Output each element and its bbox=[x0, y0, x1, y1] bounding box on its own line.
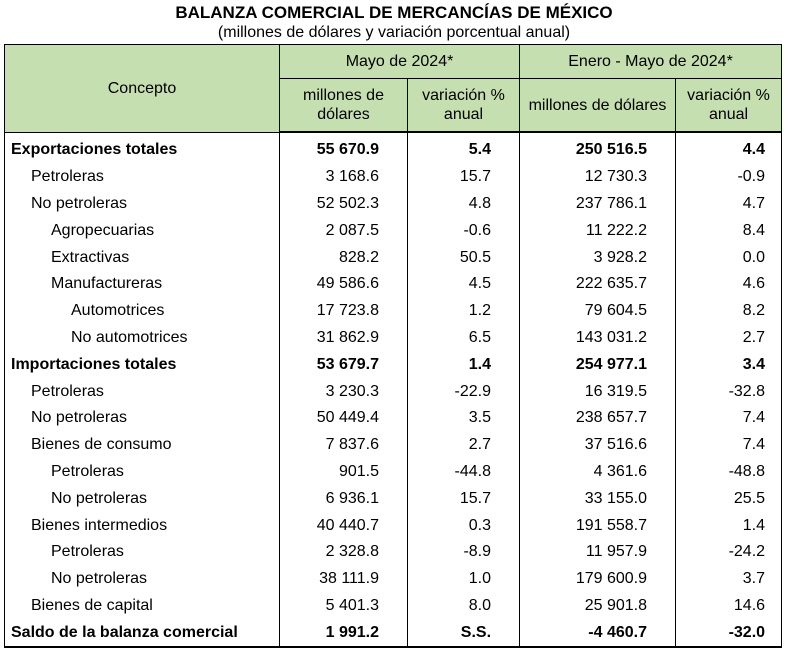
may-variacion: -22.9 bbox=[408, 378, 520, 405]
table-row bbox=[5, 217, 782, 244]
may-millones: 17 723.8 bbox=[280, 298, 408, 325]
header-concepto: Concepto bbox=[5, 45, 280, 133]
row-label: Extractivas bbox=[5, 244, 280, 271]
ytd-millones: 37 516.6 bbox=[520, 432, 676, 459]
may-millones: 2 328.8 bbox=[280, 539, 408, 566]
ytd-millones: 237 786.1 bbox=[520, 191, 676, 218]
may-variacion: 8.0 bbox=[408, 593, 520, 620]
ytd-variacion: 8.4 bbox=[676, 217, 782, 244]
ytd-millones: 4 361.6 bbox=[520, 459, 676, 486]
ytd-millones: 179 600.9 bbox=[520, 566, 676, 593]
may-variacion: 1.4 bbox=[408, 351, 520, 378]
row-label: Manufactureras bbox=[5, 271, 280, 298]
ytd-variacion: 4.6 bbox=[676, 271, 782, 298]
may-millones: 7 837.6 bbox=[280, 432, 408, 459]
may-millones: 2 087.5 bbox=[280, 217, 408, 244]
ytd-millones: 250 516.5 bbox=[520, 132, 676, 164]
header-period-may: Mayo de 2024* bbox=[280, 45, 520, 79]
may-variacion: 1.2 bbox=[408, 298, 520, 325]
ytd-millones: 3 928.2 bbox=[520, 244, 676, 271]
may-millones: 53 679.7 bbox=[280, 351, 408, 378]
row-label: Petroleras bbox=[5, 539, 280, 566]
header-ytd-millones: millones de dólares bbox=[520, 79, 676, 133]
table-row bbox=[5, 485, 782, 512]
may-variacion: 15.7 bbox=[408, 164, 520, 191]
ytd-millones: 222 635.7 bbox=[520, 271, 676, 298]
row-label: No petroleras bbox=[5, 566, 280, 593]
may-variacion: 0.3 bbox=[408, 512, 520, 539]
ytd-variacion: 0.0 bbox=[676, 244, 782, 271]
may-millones: 31 862.9 bbox=[280, 325, 408, 352]
ytd-millones: 11 222.2 bbox=[520, 217, 676, 244]
may-millones: 52 502.3 bbox=[280, 191, 408, 218]
ytd-variacion: -24.2 bbox=[676, 539, 782, 566]
table-row bbox=[5, 351, 782, 378]
may-variacion: -0.6 bbox=[408, 217, 520, 244]
table-row bbox=[5, 244, 782, 271]
ytd-variacion: 1.4 bbox=[676, 512, 782, 539]
may-variacion: S.S. bbox=[408, 619, 520, 647]
may-variacion: 4.8 bbox=[408, 191, 520, 218]
table-row bbox=[5, 271, 782, 298]
may-millones: 5 401.3 bbox=[280, 593, 408, 620]
may-variacion: 4.5 bbox=[408, 271, 520, 298]
ytd-variacion: -32.8 bbox=[676, 378, 782, 405]
may-variacion: 1.0 bbox=[408, 566, 520, 593]
ytd-variacion: -48.8 bbox=[676, 459, 782, 486]
ytd-variacion: 3.7 bbox=[676, 566, 782, 593]
row-label: Bienes intermedios bbox=[5, 512, 280, 539]
may-variacion: 6.5 bbox=[408, 325, 520, 352]
table-row bbox=[5, 298, 782, 325]
table-row bbox=[5, 378, 782, 405]
ytd-variacion: 4.7 bbox=[676, 191, 782, 218]
may-millones: 49 586.6 bbox=[280, 271, 408, 298]
table-row bbox=[5, 512, 782, 539]
ytd-variacion: 3.4 bbox=[676, 351, 782, 378]
may-variacion: -44.8 bbox=[408, 459, 520, 486]
ytd-millones: 254 977.1 bbox=[520, 351, 676, 378]
table-row bbox=[5, 191, 782, 218]
table-row bbox=[5, 164, 782, 191]
may-millones: 901.5 bbox=[280, 459, 408, 486]
may-variacion: 3.5 bbox=[408, 405, 520, 432]
row-label: Importaciones totales bbox=[5, 351, 280, 378]
row-label: Automotrices bbox=[5, 298, 280, 325]
row-label: Agropecuarias bbox=[5, 217, 280, 244]
table-row bbox=[5, 593, 782, 620]
may-variacion: 50.5 bbox=[408, 244, 520, 271]
table-row bbox=[5, 132, 782, 164]
ytd-variacion: 7.4 bbox=[676, 432, 782, 459]
table-row bbox=[5, 566, 782, 593]
table-row bbox=[5, 405, 782, 432]
header-may-variacion: variación % anual bbox=[408, 79, 520, 133]
may-millones: 55 670.9 bbox=[280, 132, 408, 164]
row-label: No petroleras bbox=[5, 485, 280, 512]
row-label: No petroleras bbox=[5, 191, 280, 218]
row-label: Exportaciones totales bbox=[5, 132, 280, 164]
row-label: Petroleras bbox=[5, 459, 280, 486]
table-row bbox=[5, 459, 782, 486]
may-variacion: 5.4 bbox=[408, 132, 520, 164]
header-period-jan-may: Enero - Mayo de 2024* bbox=[520, 45, 782, 79]
row-label: Saldo de la balanza comercial bbox=[5, 619, 280, 647]
ytd-variacion: 14.6 bbox=[676, 593, 782, 620]
ytd-variacion: -0.9 bbox=[676, 164, 782, 191]
ytd-variacion: 4.4 bbox=[676, 132, 782, 164]
ytd-millones: 191 558.7 bbox=[520, 512, 676, 539]
ytd-millones: 12 730.3 bbox=[520, 164, 676, 191]
row-label: No automotrices bbox=[5, 325, 280, 352]
table-row bbox=[5, 619, 782, 647]
ytd-variacion: 8.2 bbox=[676, 298, 782, 325]
header-ytd-variacion: variación % anual bbox=[676, 79, 782, 133]
header-may-millones: millones de dólares bbox=[280, 79, 408, 133]
ytd-millones: 11 957.9 bbox=[520, 539, 676, 566]
ytd-variacion: 2.7 bbox=[676, 325, 782, 352]
ytd-millones: -4 460.7 bbox=[520, 619, 676, 647]
trade-balance-table bbox=[4, 44, 782, 648]
table-subtitle: (millones de dólares y variación porcentual anual) bbox=[217, 24, 571, 41]
ytd-millones: 25 901.8 bbox=[520, 593, 676, 620]
row-label: Bienes de capital bbox=[5, 593, 280, 620]
row-label: Petroleras bbox=[5, 378, 280, 405]
table-row bbox=[5, 432, 782, 459]
may-millones: 50 449.4 bbox=[280, 405, 408, 432]
table-row bbox=[5, 539, 782, 566]
ytd-millones: 79 604.5 bbox=[520, 298, 676, 325]
may-variacion: -8.9 bbox=[408, 539, 520, 566]
may-millones: 3 168.6 bbox=[280, 164, 408, 191]
ytd-millones: 143 031.2 bbox=[520, 325, 676, 352]
table-row bbox=[5, 325, 782, 352]
may-millones: 6 936.1 bbox=[280, 485, 408, 512]
ytd-millones: 16 319.5 bbox=[520, 378, 676, 405]
ytd-variacion: 7.4 bbox=[676, 405, 782, 432]
ytd-variacion: -32.0 bbox=[676, 619, 782, 647]
row-label: Petroleras bbox=[5, 164, 280, 191]
may-millones: 40 440.7 bbox=[280, 512, 408, 539]
may-millones: 3 230.3 bbox=[280, 378, 408, 405]
row-label: Bienes de consumo bbox=[5, 432, 280, 459]
ytd-millones: 238 657.7 bbox=[520, 405, 676, 432]
ytd-millones: 33 155.0 bbox=[520, 485, 676, 512]
may-millones: 1 991.2 bbox=[280, 619, 408, 647]
table-title: BALANZA COMERCIAL DE MERCANCÍAS DE MÉXICO bbox=[175, 3, 613, 22]
may-variacion: 2.7 bbox=[408, 432, 520, 459]
may-millones: 828.2 bbox=[280, 244, 408, 271]
may-millones: 38 111.9 bbox=[280, 566, 408, 593]
row-label: No petroleras bbox=[5, 405, 280, 432]
ytd-variacion: 25.5 bbox=[676, 485, 782, 512]
may-variacion: 15.7 bbox=[408, 485, 520, 512]
